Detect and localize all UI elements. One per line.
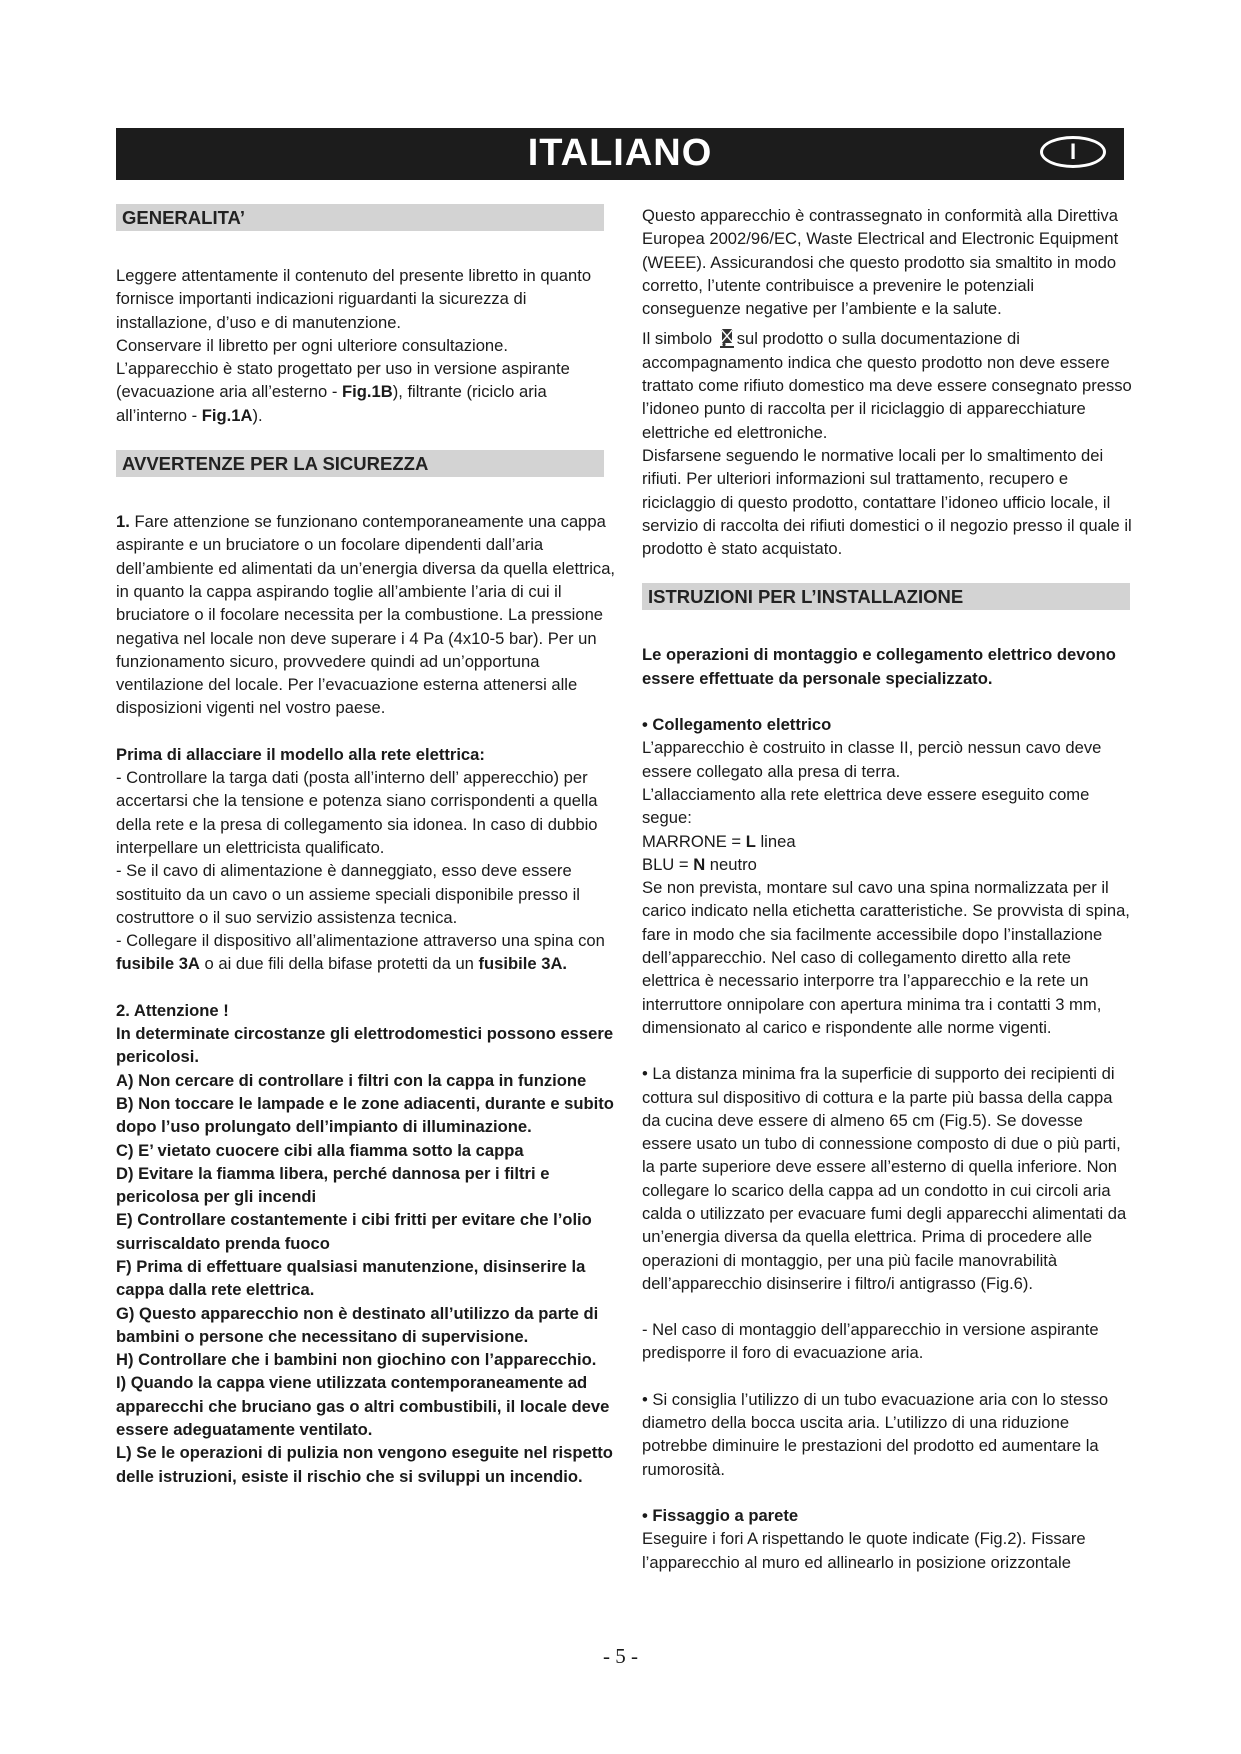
banner-title: ITALIANO <box>527 132 713 174</box>
warning-h: H) Controllare che i bambini non giochino con l’apparecchio. <box>116 1350 597 1370</box>
page-number: - 5 - <box>603 1644 638 1668</box>
weee-paragraph-1: Questo apparecchio è contrassegnato in conformità alla Direttiva Europea 2002/96/EC, Waste Electrical and Electronic Equipment (WEEE). Assicurandosi che questo prodotto sia smaltito in modo corretto, l’utente contribuisce a prevenire le potenziali conseguenze negative per l’ambiente e la salute. <box>642 206 1119 319</box>
safety-check-data-plate: - Controllare la targa dati (posta all’interno dell’ apperecchio) per accertarsi che la tensione e potenza siano corrispondenti a quella della rete e la presa di collegamento sia idonea. In caso di dubbio interpellare un elettricista qualificato. <box>116 768 598 857</box>
warning-l: L) Se le operazioni di pulizia non vengono eseguite nel rispetto delle istruzioni, esiste il rischio che si sviluppi un incendio. <box>116 1443 613 1486</box>
wire-brown: MARRONE = L linea <box>642 831 796 851</box>
installation-intro: Le operazioni di montaggio e collegamento elettrico devono essere effettuate da personale specializzato. <box>642 645 1116 688</box>
generalita-paragraph-3: L’apparecchio è stato progettato per uso in versione aspirante (evacuazione aria all’esterno - Fig.1B), filtrante (riciclo aria all’interno - Fig.1A). <box>116 359 570 425</box>
warning-a: A) Non cercare di controllare i filtri con la cappa in funzione <box>116 1070 587 1090</box>
warnings-block <box>116 999 620 1488</box>
ducted-version-paragraph: - Nel caso di montaggio dell’apparecchio in versione aspirante predisporre il foro di evacuazione aria. <box>642 1320 1099 1363</box>
safety-paragraph-1: 1. Fare attenzione se funzionano contemporaneamente una cappa aspirante e un bruciatore o un focolare dipendenti dall’aria dell’ambiente ed alimentati da un’energia diversa da quella elettrica, in quanto la cappa aspirando toglie all’ambiente l’aria di cui il bruciatore o il focolare necessita per la combustione. La pressione negativa nel locale non deve superare i 4 Pa (4x10-5 bar). Per un funzionamento sicuro, provvedere quindi ad un’opportuna ventilazione del locale. Per l’evacuazione esterna attenersi alle disposizioni vigenti nel vostro paese. <box>116 512 616 718</box>
warning-title: 2. Attenzione ! <box>116 1000 229 1020</box>
language-banner <box>116 128 1124 180</box>
warning-e: E) Controllare costantemente i cibi fritti per evitare che l’olio surriscaldato prenda fuoco <box>116 1210 592 1253</box>
before-connecting-heading: Prima di allacciare il modello alla rete elettrica: <box>116 744 485 764</box>
section-heading-avvertenze: AVVERTENZE PER LA SICUREZZA <box>116 450 604 477</box>
wall-mounting-heading: • Fissaggio a parete <box>642 1505 799 1525</box>
warning-i: I) Quando la cappa viene utilizzata contemporaneamente ad apparecchi che bruciano gas o altri combustibili, il locale deve essere adeguatamente ventilato. <box>116 1373 610 1440</box>
warning-b: B) Non toccare le lampade e le zone adiacenti, durante e subito dopo l’uso prolungato dell’impianto di illuminazione. <box>116 1093 614 1137</box>
warning-intro: In determinate circostanze gli elettrodomestici possono essere pericolosi. <box>116 1024 614 1067</box>
wire-blue: BLU = N neutro <box>642 854 757 874</box>
warning-f: F) Prima di effettuare qualsiasi manutenzione, disinserire la cappa dalla rete elettrica. <box>116 1256 586 1300</box>
exhaust-tube-paragraph: • Si consiglia l’utilizzo di un tubo evacuazione aria con lo stesso diametro della bocca uscita aria. L’utilizzo di una riduzione potrebbe diminuire le prestazioni del prodotto ed aumentare la rumorosità. <box>642 1389 1109 1479</box>
wall-mounting-paragraph: Eseguire i fori A rispettando le quote indicate (Fig.2). Fissare l’apparecchio al muro ed allinearlo in posizione orizzontale <box>642 1529 1086 1572</box>
minimum-distance-paragraph: • La distanza minima fra la superficie di supporto dei recipienti di cottura sul dispositivo di cottura e la parte più bassa della cappa da cucina deve essere di almeno 65 cm (Fig.5). Se dovesse essere usato un tubo di connessione composto di due o più parti, la parte superiore deve essere all’esterno di quella inferiore. Non collegare lo scarico della cappa ad un condotto in cui circoli aria calda o utilizzato per evacuare fumi degli apparecchi alimentati da un’energia diversa da quella elettrica. Prima di procedere alle operazioni di montaggio, per una più facile manovrabilità dell’apparecchio disinserire i filtro/i antigrasso (Fig.6). <box>642 1064 1127 1293</box>
section-heading-installazione: ISTRUZIONI PER L’INSTALLAZIONE <box>642 583 1130 610</box>
left-column <box>116 204 620 1488</box>
warning-g: G) Questo apparecchio non è destinato all’utilizzo da parte di bambini o persone che necessitano di supervisione. <box>116 1303 599 1346</box>
electrical-plug-paragraph: Se non prevista, montare sul cavo una spina normalizzata per il carico indicato nella etichetta caratteristiche. Se provvista di spina, fare in modo che sia facilmente accessibile dopo l’installazione dell’apparecchio. Nel caso di collegamento diretto alla rete elettrica è necessario interporre tra l’apparecchio e la rete un interruttore onnipolare con apertura minima tra i contatti 3 mm, dimensionato al carico e rispondente alle norme vigenti. <box>642 878 1130 1037</box>
electrical-connection-heading: • Collegamento elettrico <box>642 715 832 735</box>
electrical-class-ii: L’apparecchio è costruito in classe II, perciò nessun cavo deve essere collegato alla presa di terra. <box>642 738 1102 781</box>
safety-fuse: - Collegare il dispositivo all’alimentazione attraverso una spina con fusibile 3A o ai due fili della bifase protetti da un fusibile 3A. <box>116 931 605 974</box>
safety-damaged-cable: - Se il cavo di alimentazione è danneggiato, esso deve essere sostituito da un cavo o un assieme speciali disponibile presso il costruttore o il suo servizio assistenza tecnica. <box>116 861 580 927</box>
warning-c: C) E’ vietato cuocere cibi alla fiamma sotto la cappa <box>116 1140 524 1160</box>
weee-paragraph-2: Il simbolo sul prodotto o sulla documentazione di accompagnamento indica che questo prodotto non deve essere trattato come rifiuto domestico ma deve essere consegnato presso l’idoneo punto di raccolta per il riciclaggio di apparecchiature elettriche ed elettroniche. <box>642 326 1132 443</box>
weee-paragraph-3: Disfarsene seguendo le normative locali per lo smaltimento dei rifiuti. Per ulteriori informazioni sul trattamento, recupero e riciclaggio di questo prodotto, contattare l’idoneo ufficio locale, il servizio di raccolta dei rifiuti domestici o il negozio presso il quale il prodotto è stato acquistato. <box>642 445 1132 559</box>
language-code-badge: I <box>1040 136 1106 168</box>
generalita-paragraph-2: Conservare il libretto per ogni ulteriore consultazione. <box>116 335 509 355</box>
generalita-paragraph-1: Leggere attentamente il contenuto del presente libretto in quanto fornisce importanti indicazioni riguardanti la sicurezza di installazione, d’uso e di manutenzione. <box>116 266 592 332</box>
crossed-out-wheelie-bin-icon <box>719 326 735 348</box>
warning-d: D) Evitare la fiamma libera, perché dannosa per i filtri e pericolosa per gli incendi <box>116 1163 550 1207</box>
electrical-connection-intro: L’allacciamento alla rete elettrica deve essere eseguito come segue: <box>642 784 1090 828</box>
section-heading-generalita: GENERALITA’ <box>116 204 604 231</box>
right-column <box>642 204 1132 1574</box>
